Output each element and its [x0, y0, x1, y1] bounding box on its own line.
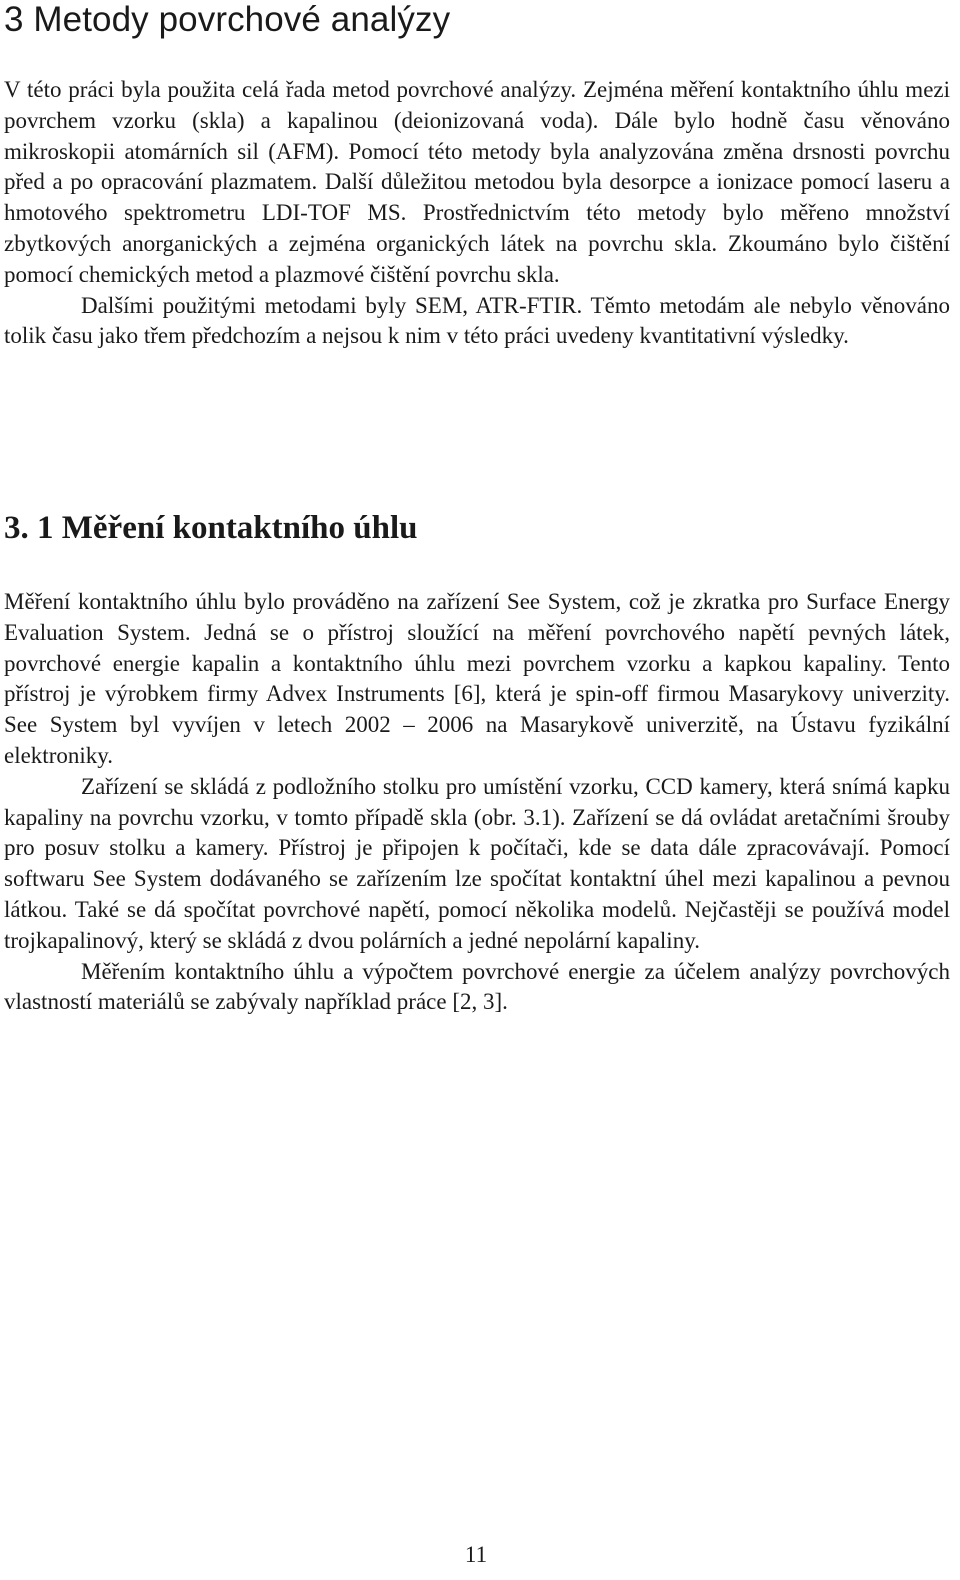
intro-paragraph-1: V této práci byla použita celá řada metod povrchové analýzy. Zejména měření kontaktního úhlu mezi povrchem vzorku (skla) a kapalinou (deionizovaná voda). Dále bylo hodně času věnováno mikroskopii atomárních sil (AFM). Pomocí této metody byla analyzována změna drsnosti povrchu před a po opracování plazmatem. Další důležitou metodou byla desorpce a ionizace pomocí laseru a hmotového spektrometru LDI-TOF MS. Prostřednictvím této metody bylo měřeno množství zbytkových anorganických a zejména organických látek na povrchu skla. Zkoumáno bylo čištění pomocí chemických metod a plazmové čištění povrchu skla.: [4, 77, 950, 287]
section-title: 3. 1 Měření kontaktního úhlu: [4, 510, 418, 546]
page-number: 11: [464, 1542, 488, 1567]
document-page: [4, 0, 950, 1015]
section-paragraph-2: Zařízení se skládá z podložního stolku pro umístění vzorku, CCD kamery, která snímá kapku kapaliny na povrchu vzorku, v tomto případě skla (obr. 3.1). Zařízení se dá ovládat aretačními šrouby pro posuv stolku a kamery. Přístroj je připojen k počítači, kde se data dále zpracovávají. Pomocí softwaru See System dodávaného se zařízením lze spočítat kontaktní úhel mezi kapalinou a pevnou látkou. Také se dá spočítat povrchové napětí, pomocí několika modelů. Nejčastěji se používá model trojkapalinový, který se skládá z dvou polárních a jedné nepolární kapaliny.: [4, 773, 950, 953]
section-paragraph-1: Měření kontaktního úhlu bylo prováděno na zařízení See System, což je zkratka pro Surface Energy Evaluation System. Jedná se o přístroj sloužící na měření povrchového napětí pevných látek, povrchové energie kapalin a kontaktního úhlu mezi povrchem vzorku a kapkou kapaliny. Tento přístroj je výrobkem firmy Advex Instruments [6], která je spin-off firmou Masarykovy univerzity. See System byl vyvíjen v letech 2002 – 2006 na Masarykově univerzitě, na Ústavu fyzikální elektroniky.: [4, 589, 950, 768]
intro-paragraph-2: Dalšími použitými metodami byly SEM, ATR-FTIR. Těmto metodám ale nebylo věnováno tolik času jako třem předchozím a nejsou k nim v této práci uvedeny kvantitativní výsledky.: [4, 292, 950, 349]
section-paragraph-3: Měřením kontaktního úhlu a výpočtem povrchové energie za účelem analýzy povrchových vlastností materiálů se zabývaly například práce [2, 3].: [4, 958, 950, 1015]
chapter-title: 3 Metody povrchové analýzy: [4, 0, 451, 39]
intro-text: [4, 75, 950, 352]
section-text: [4, 587, 950, 1018]
